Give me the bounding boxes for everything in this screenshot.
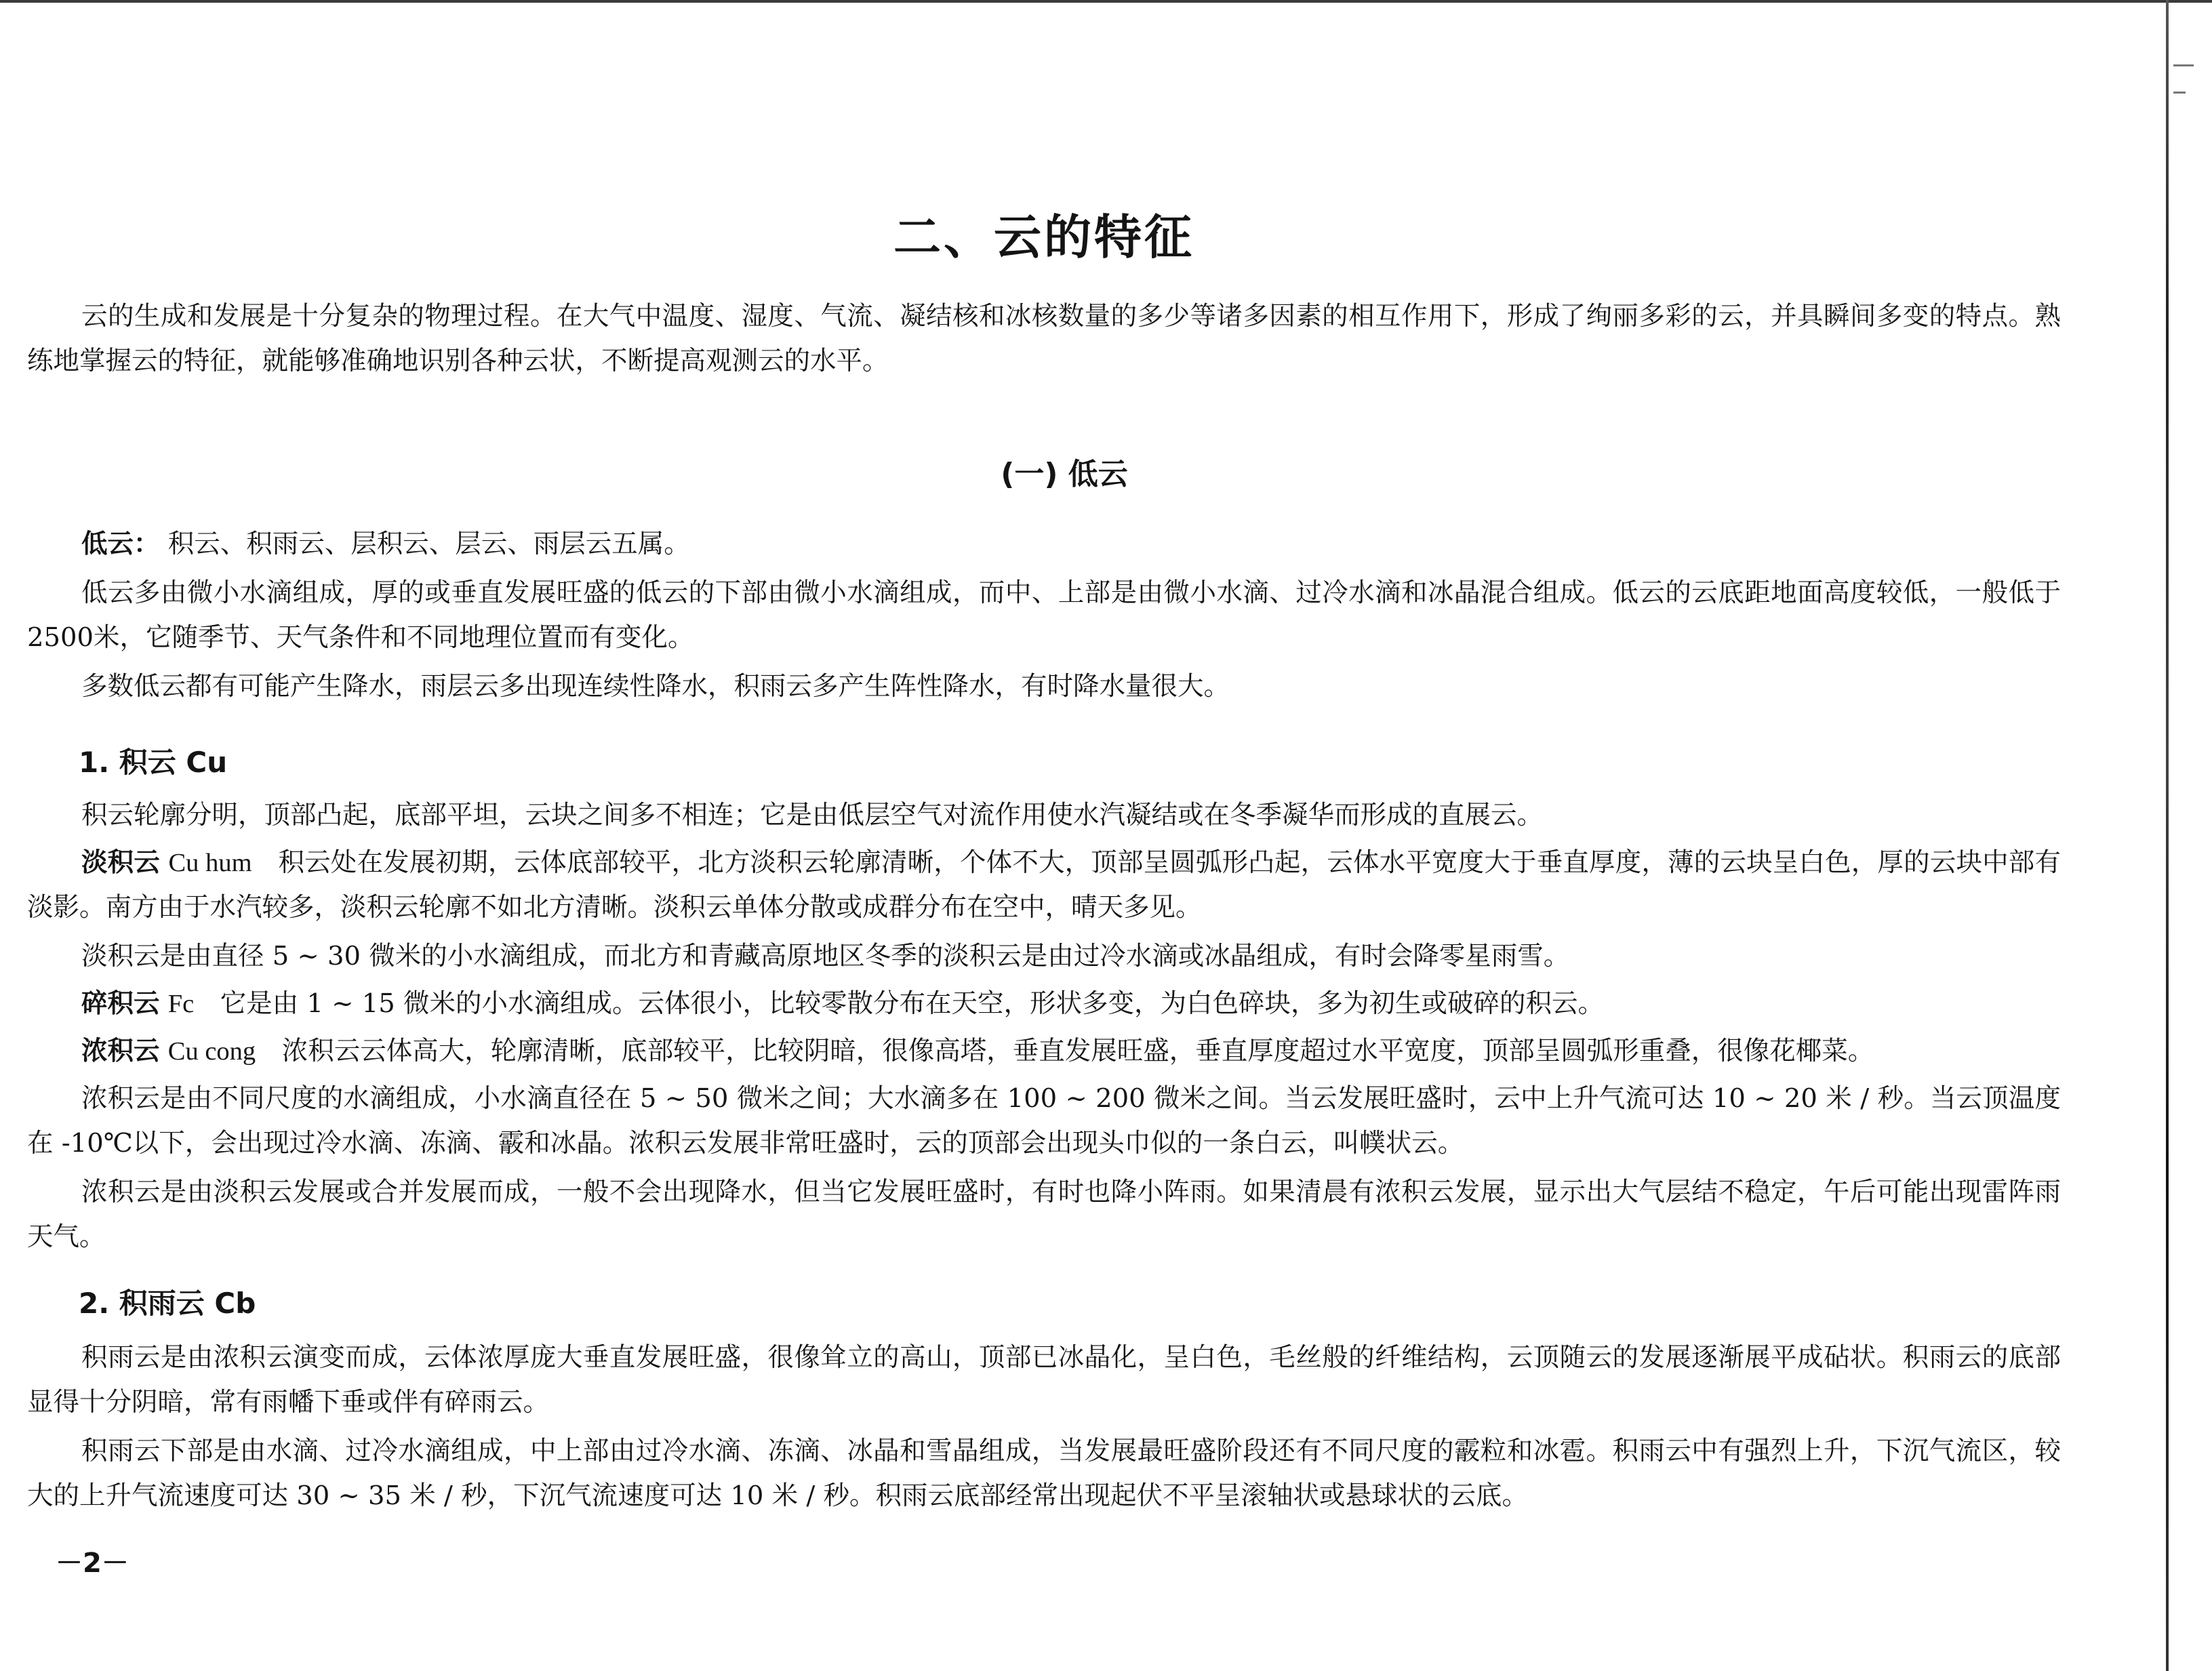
cumulonimbus-heading: 2. 积雨云 Cb <box>79 1287 256 1320</box>
cumulonimbus-description: 积雨云是由浓积云演变而成，云体浓厚庞大垂直发展旺盛，很像耸立的高山，顶部已冰晶化，呈白色，毛丝般的纤维结构，云顶随云的发展逐渐展平成砧状。积雨云的底部显得十分阴暗，常有雨幡下垂或伴有碎雨云。 <box>27 1342 2061 1417</box>
cumulus-humilis-text: 积云处在发展初期，云体底部较平，北方淡积云轮廓清晰，个体不大，顶部呈圆弧形凸起，云体水平宽度大于垂直厚度，薄的云块呈白色，厚的云块中部有淡影。南方由于水汽较多，淡积云轮廓不如北方清晰。淡积云单体分散或成群分布在空中，晴天多见。 <box>27 847 2061 923</box>
section-heading-low-clouds: (一) 低云 <box>1001 456 1128 491</box>
edge-tick-mark <box>2173 64 2194 66</box>
cumulus-humilis-term: 淡积云 <box>81 847 161 878</box>
cumulus-humilis-paragraph <box>27 841 2061 930</box>
intro-paragraph: 云的生成和发展是十分复杂的物理过程。在大气中温度、湿度、气流、凝结核和冰核数量的多少等诸多因素的相互作用下，形成了绚丽多彩的云，并具瞬间多变的特点。熟练地掌握云的特征，就能够准确地识别各种云状，不断提高观测云的水平。 <box>27 301 2061 376</box>
cumulus-humilis-code: Cu hum <box>168 849 252 877</box>
cumulonimbus-composition: 积雨云下部是由水滴、过冷水滴组成，中上部由过冷水滴、冻滴、冰晶和雪晶组成，当发展最旺盛阶段还有不同尺度的霰粒和冰雹。积雨云中有强烈上升，下沉气流区，较大的上升气流速度可达 30 ~ 35 米 / 秒，下沉气流速度可达 10 米 / 秒。积雨云底部经常出现起伏不平呈滚轴状或悬球状的云底。 <box>27 1436 2061 1511</box>
page-number: －2－ <box>56 1548 129 1579</box>
cumulus-congestus-code: Cu cong <box>167 1037 256 1066</box>
cumulus-heading: 1. 积云 Cu <box>79 746 228 779</box>
cumulus-congestus-composition: 浓积云是由不同尺度的水滴组成，小水滴直径在 5 ~ 50 微米之间；大水滴多在 100 ~ 200 微米之间。当云发展旺盛时，云中上升气流可达 10 ~ 20 米 / 秒。当云顶温度在 -10℃以下，会出现过冷水滴、冻滴、霰和冰晶。浓积云发展非常旺盛时，云的顶部会出现头巾似的一条白云，叫幞状云。 <box>27 1083 2061 1159</box>
cumulus-congestus-paragraph <box>27 1029 2061 1074</box>
fractocumulus-term: 碎积云 <box>81 988 160 1019</box>
cumulus-humilis-composition: 淡积云是由直径 5 ~ 30 微米的小水滴组成，而北方和青藏高原地区冬季的淡积云是由过冷水滴或冰晶组成，有时会降零星雨雪。 <box>81 941 1570 971</box>
cumulus-congestus-text: 浓积云云体高大，轮廓清晰，底部较平，比较阴暗，很像高塔，垂直发展旺盛，垂直厚度超过水平宽度，顶部呈圆弧形重叠，很像花椰菜。 <box>281 1036 1874 1066</box>
fractocumulus-paragraph <box>27 982 2061 1026</box>
cumulus-description: 积云轮廓分明，顶部凸起，底部平坦，云块之间多不相连；它是由低层空气对流作用使水汽凝结或在冬季凝华而形成的直展云。 <box>81 800 1544 830</box>
fractocumulus-code: Fc <box>167 990 195 1018</box>
low-clouds-precipitation-paragraph: 多数低云都有可能产生降水，雨层云多出现连续性降水，积雨云多产生阵性降水，有时降水量很大。 <box>81 671 1230 702</box>
cumulus-congestus-term: 浓积云 <box>81 1036 160 1066</box>
low-clouds-genera: 积云、积雨云、层积云、层云、雨层云五属。 <box>159 529 690 559</box>
cumulus-congestus-development: 浓积云是由淡积云发展或合并发展而成，一般不会出现降水，但当它发展旺盛时，有时也降小阵雨。如果清晨有浓积云发展，显示出大气层结不稳定，午后可能出现雷阵雨天气。 <box>27 1177 2061 1252</box>
page-edge-line <box>2166 0 2169 1671</box>
fractocumulus-text: 它是由 1 ~ 15 微米的小水滴组成。云体很小，比较零散分布在天空，形状多变，为白色碎块，多为初生或破碎的积云。 <box>220 988 1604 1019</box>
top-border-line <box>0 0 2212 3</box>
low-clouds-term: 低云： <box>81 529 160 559</box>
low-clouds-composition-paragraph: 低云多由微小水滴组成，厚的或垂直发展旺盛的低云的下部由微小水滴组成，而中、上部是由微小水滴、过冷水滴和冰晶混合组成。低云的云底距地面高度较低，一般低于2500米，它随季节、天气条件和不同地理位置而有变化。 <box>27 578 2061 653</box>
low-clouds-definition <box>27 522 2061 567</box>
page-title: 二、云的特征 <box>893 209 1194 265</box>
edge-tick-mark <box>2173 92 2186 94</box>
